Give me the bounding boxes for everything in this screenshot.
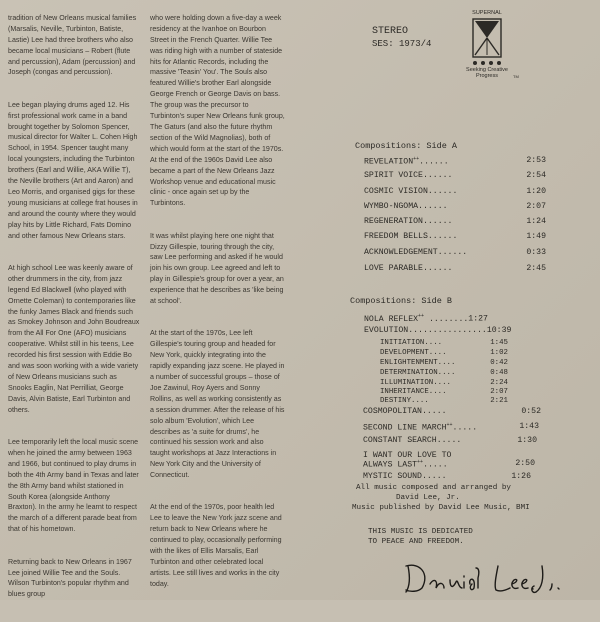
track-title: ENLIGHTENMENT xyxy=(380,359,438,367)
track-row: REVELATION++ 2:53 ...... xyxy=(364,156,546,167)
track-title: COSMIC VISION xyxy=(364,187,428,196)
track-row: CONSTANT SEARCH 1:30 ..... xyxy=(363,436,537,445)
logo-mark-icon xyxy=(471,17,503,67)
track-title: I WANT OUR LOVE TO xyxy=(363,451,452,460)
track-title: FREEDOM BELLS xyxy=(364,232,428,241)
track-row: ENLIGHTENMENT 0:42 .... xyxy=(380,359,508,367)
track-duration: 0:42 xyxy=(490,359,508,367)
credits-line-1: All music composed and arranged by xyxy=(356,484,511,492)
track-nola-reflex: NOLA REFLEX++ ........1:27 xyxy=(364,313,488,324)
track-mark: ++ xyxy=(413,156,420,162)
track-row: COSMIC VISION 1:20 ...... xyxy=(364,187,546,196)
liner-paragraph: Lee temporarily left the local music scene when he joined the army between 1963 and 1966, but continued to play drums in both the 4th Army band in Texas and later the 8th Army band whilst stationed in South Korea (alongside Anthony Braxton). In the army he learnt to respect the march of a different parade beat from that of his hometown. xyxy=(8,438,139,534)
track-title: INITIATION xyxy=(380,339,425,347)
track-duration: 0:33 xyxy=(526,248,546,257)
track-title: NOLA REFLEX xyxy=(364,314,419,324)
liner-paragraph: who were holding down a five-day a week residency at the Ivanhoe on Bourbon Street in the French Quarter. Willie Tee was riding high with a number of stateside hits for Atlantic Records, including the massive 'Teasin' You'. The Souls also featured Willie's brother Earl alongside George French or George Davis on bass. The group was the precursor to Turbinton's super New Orleans funk group, The Gaturs (and also the future rhythm section of the Wild Magnolias), both of which would form at the start of the 1970s. At the end of the 1960s David Lee also became a part of the New Orleans Jazz Workshop venue and educational music clinic - once again set up by the Turbintons. xyxy=(150,13,285,208)
track-duration: 1:45 xyxy=(490,339,508,347)
dedication-line-1: THIS MUSIC IS DEDICATED xyxy=(368,528,473,536)
track-row: COSMOPOLITAN 0:52 ..... xyxy=(363,407,541,416)
track-evolution: EVOLUTION................10:39 xyxy=(364,326,512,335)
track-title: DESTINY xyxy=(380,397,412,405)
track-row: DETERMINATION 0:48 .... xyxy=(380,369,508,377)
track-title: EVOLUTION xyxy=(364,326,409,335)
track-row: INITIATION 1:45 .... xyxy=(380,339,508,347)
liner-notes-column-2 xyxy=(150,2,285,611)
track-row: DEVELOPMENT 1:02 .... xyxy=(380,349,508,357)
track-duration: 2:45 xyxy=(526,264,546,273)
track-row: REGENERATION 1:24 ...... xyxy=(364,217,546,226)
track-title: ILLUMINATION xyxy=(380,379,434,387)
track-row: SECOND LINE MARCH++ 1:43 ..... xyxy=(363,422,539,433)
track-title: DETERMINATION xyxy=(380,369,438,377)
track-duration: 1:27 xyxy=(468,314,488,324)
track-duration: 1:26 xyxy=(511,472,531,481)
track-row: ACKNOWLEDGEMENT 0:33 ...... xyxy=(364,248,546,257)
track-duration: 10:39 xyxy=(486,326,512,335)
track-title: REVELATION xyxy=(364,157,414,167)
liner-paragraph: tradition of New Orleans musical families (Marsalis, Neville, Turbinton, Batiste, Lastie) Lee had three brothers who also became local musicians – Robert (flute and percussion), Adam (percussion) and Joseph (congas and percussion). xyxy=(8,13,137,77)
track-row: SPIRIT VOICE 2:54 ...... xyxy=(364,171,546,180)
catalog-number: SES: 1973/4 xyxy=(372,39,432,49)
track-duration: 1:20 xyxy=(526,187,546,196)
stereo-label: STEREO xyxy=(372,26,409,37)
track-title: CONSTANT SEARCH xyxy=(363,436,437,445)
track-mark: ++ xyxy=(417,459,424,465)
track-duration: 1:30 xyxy=(517,436,537,445)
track-mark: ++ xyxy=(446,422,453,428)
track-title: DEVELOPMENT xyxy=(380,349,429,357)
track-row: WYMBO-NGOMA 2:07 ...... xyxy=(364,202,546,211)
track-title: ALWAYS LAST xyxy=(363,460,418,470)
supernal-logo xyxy=(457,4,517,78)
track-duration: 1:43 xyxy=(519,422,539,431)
track-row: ALWAYS LAST++ 2:50 ..... xyxy=(363,459,535,470)
track-duration: 0:52 xyxy=(521,407,541,416)
track-duration: 2:54 xyxy=(526,171,546,180)
credits-line-3: Music published by David Lee Music, BMI xyxy=(352,504,530,512)
track-title: WYMBO-NGOMA xyxy=(364,202,419,211)
track-duration: 2:53 xyxy=(526,156,546,165)
track-title: REGENERATION xyxy=(364,217,423,226)
credits-line-2: David Lee, Jr. xyxy=(396,494,460,502)
track-title: COSMOPOLITAN xyxy=(363,407,422,416)
side-a-title: Compositions: Side A xyxy=(355,141,458,151)
liner-notes-column-1 xyxy=(8,2,140,622)
track-duration: 2:21 xyxy=(490,397,508,405)
track-row: INHERITANCE 2:07 .... xyxy=(380,388,508,396)
track-mark: ++ xyxy=(418,313,425,319)
track-row: LOVE PARABLE 2:45 ...... xyxy=(364,264,546,273)
track-duration: 2:07 xyxy=(490,388,508,396)
track-row: ILLUMINATION 2:24 .... xyxy=(380,379,508,387)
track-row: DESTINY 2:21 .... xyxy=(380,397,508,405)
logo-top-text: SUPERNAL xyxy=(472,10,502,16)
track-duration: 2:07 xyxy=(526,202,546,211)
track-duration: 1:24 xyxy=(526,217,546,226)
track-duration: 1:02 xyxy=(490,349,508,357)
track-duration: 2:24 xyxy=(490,379,508,387)
liner-paragraph: It was whilst playing here one night that Dizzy Gillespie, touring through the city, saw Lee performing and asked if he would join his own group. Lee agreed and left to play in Gillespie's group for over a year, an experience that he describes as 'like being at school'. xyxy=(150,231,284,306)
track-duration: 2:50 xyxy=(515,459,535,468)
track-duration: 0:48 xyxy=(490,369,508,377)
side-b-title: Compositions: Side B xyxy=(350,296,453,306)
track-title: MYSTIC SOUND xyxy=(363,472,422,481)
track-row: MYSTIC SOUND 1:26 ..... xyxy=(363,472,531,481)
liner-paragraph: At the end of the 1970s, poor health led Lee to leave the New York jazz scene and return back to New Orleans where he continued to play, occasionally performing with the likes of Ellis Marsalis, Earl Turbinton and other celebrated local artists. Lee still lives and works in the city today. xyxy=(150,503,282,588)
logo-bottom-text: Seeking Creative Progress xyxy=(466,67,508,79)
track-row: FREEDOM BELLS 1:49 ...... xyxy=(364,232,546,241)
track-title: LOVE PARABLE xyxy=(364,264,423,273)
track-title: SPIRIT VOICE xyxy=(364,171,423,180)
track-title: SECOND LINE MARCH xyxy=(363,423,447,433)
logo-trademark: TM xyxy=(513,74,519,79)
dedication-line-2: TO PEACE AND FREEDOM. xyxy=(368,538,464,546)
liner-paragraph: At the start of the 1970s, Lee left Gillespie's touring group and headed for New York, quickly integrating into the rapidly expanding jazz scene. He played in a number of successful groups – those of Joe Zawinul, Roy Ayers and Sonny Rollins, as well as working consistently as a session drummer. After the release of his solo album 'Evolution', which Lee describes as 'a suite for drums', he continued his session work and also taught workshops at Jazz Interactions in New York City and the University of Connecticut. xyxy=(150,329,285,480)
liner-paragraph: At high school Lee was keenly aware of other drummers in the city, from jazz legend Ed Blackwell (who played with Ornette Coleman) to contemporaries like the funky James Black and friends such as Smokey Johnson and John Boudreaux from the All For One (AFO) musicians cooperative. Whilst still in his teens, Lee recorded his first session with Eddie Bo and was soon working with a wide variety of New Orleans musicians such as Snooks Eaglin, Nat Perrilliat, George Davis, Alvin Batiste, Earl Turbinton and others. xyxy=(8,263,140,414)
track-title: ACKNOWLEDGEMENT xyxy=(364,248,438,257)
liner-paragraph: Returning back to New Orleans in 1967 Lee joined Willie Tee and the Souls. Wilson Turbinton's popular rhythm and blues group xyxy=(8,557,132,599)
track-title: INHERITANCE xyxy=(380,388,429,396)
liner-paragraph: Lee began playing drums aged 12. His first professional work came in a band brought together by Solomon Spencer, musical director for Walter L. Cohen High School, in 1954. Spencer taught many local youngsters, including the Turbinton brothers (Earl and Willie, AKA Willie T), the Neville brothers (Art and Aaron) and Leo Morris, and organised gigs for these young musicians at college frat houses in and around the county where they would play hits by Little Richard, Fats Domino and other famous New Orleans stars. xyxy=(8,100,138,240)
signature xyxy=(400,558,580,598)
track-duration: 1:49 xyxy=(526,232,546,241)
